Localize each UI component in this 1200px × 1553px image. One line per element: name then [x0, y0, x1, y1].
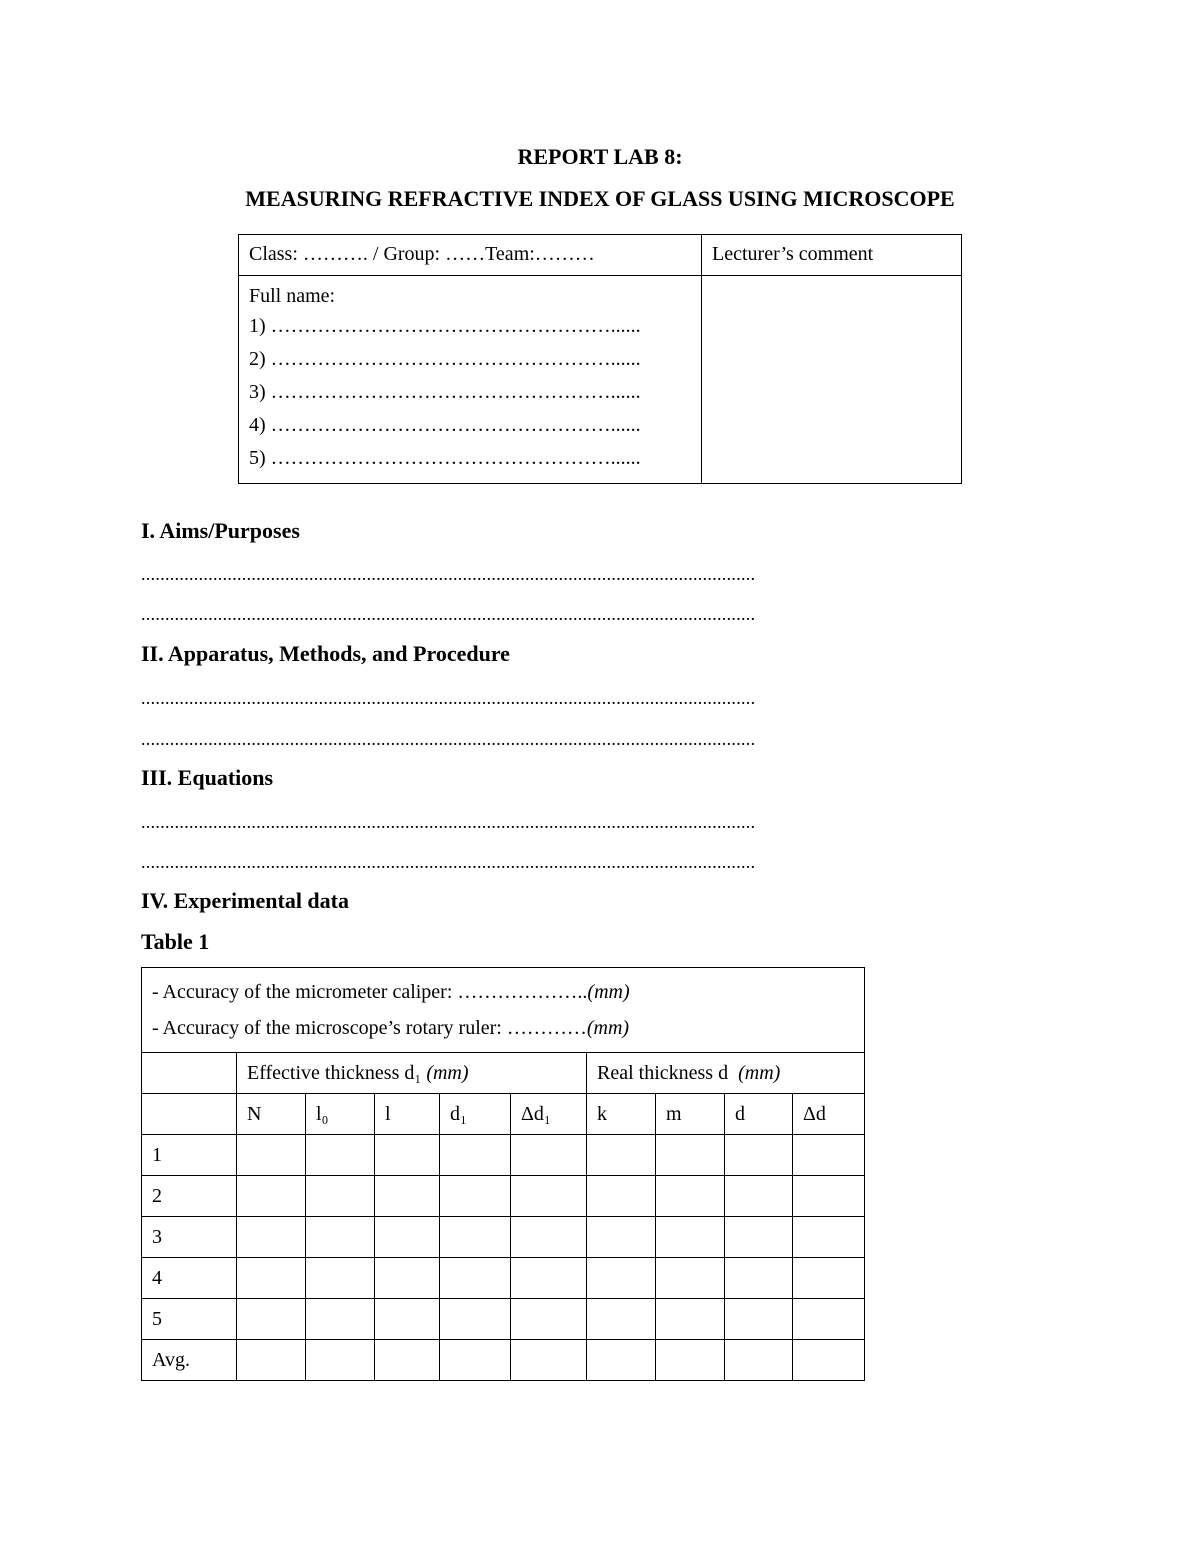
table-cell	[306, 1176, 375, 1217]
column-header: k	[587, 1094, 656, 1135]
table-cell	[237, 1299, 306, 1340]
table-cell	[375, 1176, 440, 1217]
column-header: d₁	[440, 1094, 511, 1135]
experimental-data-table	[141, 967, 865, 1381]
unit-text: (mm)	[587, 981, 630, 1003]
table-cell	[142, 1094, 237, 1135]
full-name-label: Full name:	[249, 285, 336, 307]
table-cell	[306, 1299, 375, 1340]
table-corner-cell	[142, 1053, 237, 1094]
table-cell	[237, 1135, 306, 1176]
student-info-table	[238, 234, 962, 484]
table-cell	[511, 1258, 587, 1299]
table-cell	[725, 1176, 793, 1217]
unit-text: (mm)	[426, 1061, 469, 1084]
table-cell	[587, 1258, 656, 1299]
section-equations-heading: III. Equations	[141, 765, 274, 790]
table-cell	[306, 1340, 375, 1381]
effective-thickness-text: Effective thickness d₁	[247, 1061, 422, 1084]
table-cell	[725, 1258, 793, 1299]
table-cell	[237, 1176, 306, 1217]
table-cell	[511, 1340, 587, 1381]
table-cell	[587, 1217, 656, 1258]
table-cell	[237, 1258, 306, 1299]
table-cell	[440, 1217, 511, 1258]
accuracy-caliper-text: - Accuracy of the micrometer caliper: ………………..	[152, 981, 588, 1003]
table-cell	[725, 1340, 793, 1381]
name-line: 2) ……………………………………………......	[249, 348, 641, 370]
table-cell	[375, 1217, 440, 1258]
table-cell	[656, 1340, 725, 1381]
table-cell	[511, 1217, 587, 1258]
name-line: 5) ……………………………………………......	[249, 447, 641, 469]
table-cell	[656, 1217, 725, 1258]
accuracy-microscope-text: - Accuracy of the microscope’s rotary ruler: …………	[152, 1017, 587, 1039]
unit-text: (mm)	[738, 1061, 781, 1084]
row-label: Avg.	[142, 1340, 237, 1381]
table-row	[142, 1340, 865, 1381]
table-cell	[587, 1176, 656, 1217]
name-line: 1) ……………………………………………......	[249, 315, 641, 337]
table-cell	[306, 1217, 375, 1258]
table-cell	[656, 1135, 725, 1176]
table-cell	[440, 1340, 511, 1381]
name-line: 4) ……………………………………………......	[249, 414, 641, 436]
dotted-line: ................................................................................................................................	[141, 852, 756, 872]
table-cell	[375, 1135, 440, 1176]
lecturer-comment-header	[702, 235, 962, 276]
column-header: Δd₁	[511, 1094, 587, 1135]
dotted-line: ................................................................................................................................	[141, 564, 756, 584]
table-cell	[237, 1340, 306, 1381]
column-header: d	[725, 1094, 793, 1135]
row-label: 2	[142, 1176, 237, 1217]
row-label: 3	[142, 1217, 237, 1258]
report-subtitle: MEASURING REFRACTIVE INDEX OF GLASS USING MICROSCOPE	[245, 186, 955, 211]
table-row	[142, 1135, 865, 1176]
column-header: m	[656, 1094, 725, 1135]
column-header: l	[375, 1094, 440, 1135]
section-apparatus-heading: II. Apparatus, Methods, and Procedure	[141, 641, 510, 666]
table-row	[142, 1217, 865, 1258]
dotted-line: ................................................................................................................................	[141, 688, 756, 708]
column-header-row	[142, 1094, 865, 1135]
table-row	[142, 1176, 865, 1217]
table-row	[142, 1299, 865, 1340]
table-label: Table 1	[141, 929, 210, 954]
section-aims-heading: I. Aims/Purposes	[141, 518, 300, 543]
table-cell	[375, 1258, 440, 1299]
table-cell	[511, 1176, 587, 1217]
column-header: N	[237, 1094, 306, 1135]
table-cell	[725, 1299, 793, 1340]
dotted-line: ................................................................................................................................	[141, 729, 756, 749]
full-names-cell	[239, 276, 702, 484]
class-group-team-text: Class: ………. / Group: ……Team:………	[249, 243, 595, 265]
table-cell	[793, 1217, 865, 1258]
lecturer-comment-text: Lecturer’s comment	[712, 243, 874, 265]
column-header: l₀	[306, 1094, 375, 1135]
table-cell	[587, 1299, 656, 1340]
column-header: Δd	[793, 1094, 865, 1135]
name-line: 3) ……………………………………………......	[249, 381, 641, 403]
table-cell	[306, 1258, 375, 1299]
table-cell	[656, 1299, 725, 1340]
row-label: 4	[142, 1258, 237, 1299]
table-cell	[793, 1176, 865, 1217]
table-cell	[440, 1299, 511, 1340]
section-experimental-heading: IV. Experimental data	[141, 888, 349, 913]
table-cell	[375, 1299, 440, 1340]
accuracy-cell	[142, 968, 865, 1053]
table-cell	[306, 1135, 375, 1176]
row-label: 1	[142, 1135, 237, 1176]
table-cell	[587, 1340, 656, 1381]
effective-thickness-header	[237, 1053, 587, 1094]
table-cell	[440, 1135, 511, 1176]
table-cell	[440, 1258, 511, 1299]
real-thickness-text: Real thickness d	[597, 1061, 729, 1084]
table-cell	[725, 1217, 793, 1258]
table-cell	[375, 1340, 440, 1381]
dotted-line: ................................................................................................................................	[141, 812, 756, 832]
accuracy-microscope-line	[152, 1010, 854, 1046]
table-cell	[587, 1135, 656, 1176]
real-thickness-header	[587, 1053, 865, 1094]
table-cell	[793, 1299, 865, 1340]
table-cell	[793, 1340, 865, 1381]
table-cell	[793, 1258, 865, 1299]
table-row	[142, 1258, 865, 1299]
unit-text: (mm)	[586, 1017, 630, 1039]
table-cell	[725, 1135, 793, 1176]
table-cell	[511, 1135, 587, 1176]
table-cell	[440, 1176, 511, 1217]
report-title: REPORT LAB 8:	[517, 144, 683, 169]
class-group-team-cell	[239, 235, 702, 276]
table-cell	[793, 1135, 865, 1176]
table-cell	[237, 1217, 306, 1258]
lecturer-comment-box	[702, 276, 962, 484]
row-label: 5	[142, 1299, 237, 1340]
dotted-line: ................................................................................................................................	[141, 604, 756, 624]
accuracy-caliper-line	[152, 974, 854, 1010]
table-cell	[511, 1299, 587, 1340]
table-cell	[656, 1176, 725, 1217]
table-cell	[656, 1258, 725, 1299]
